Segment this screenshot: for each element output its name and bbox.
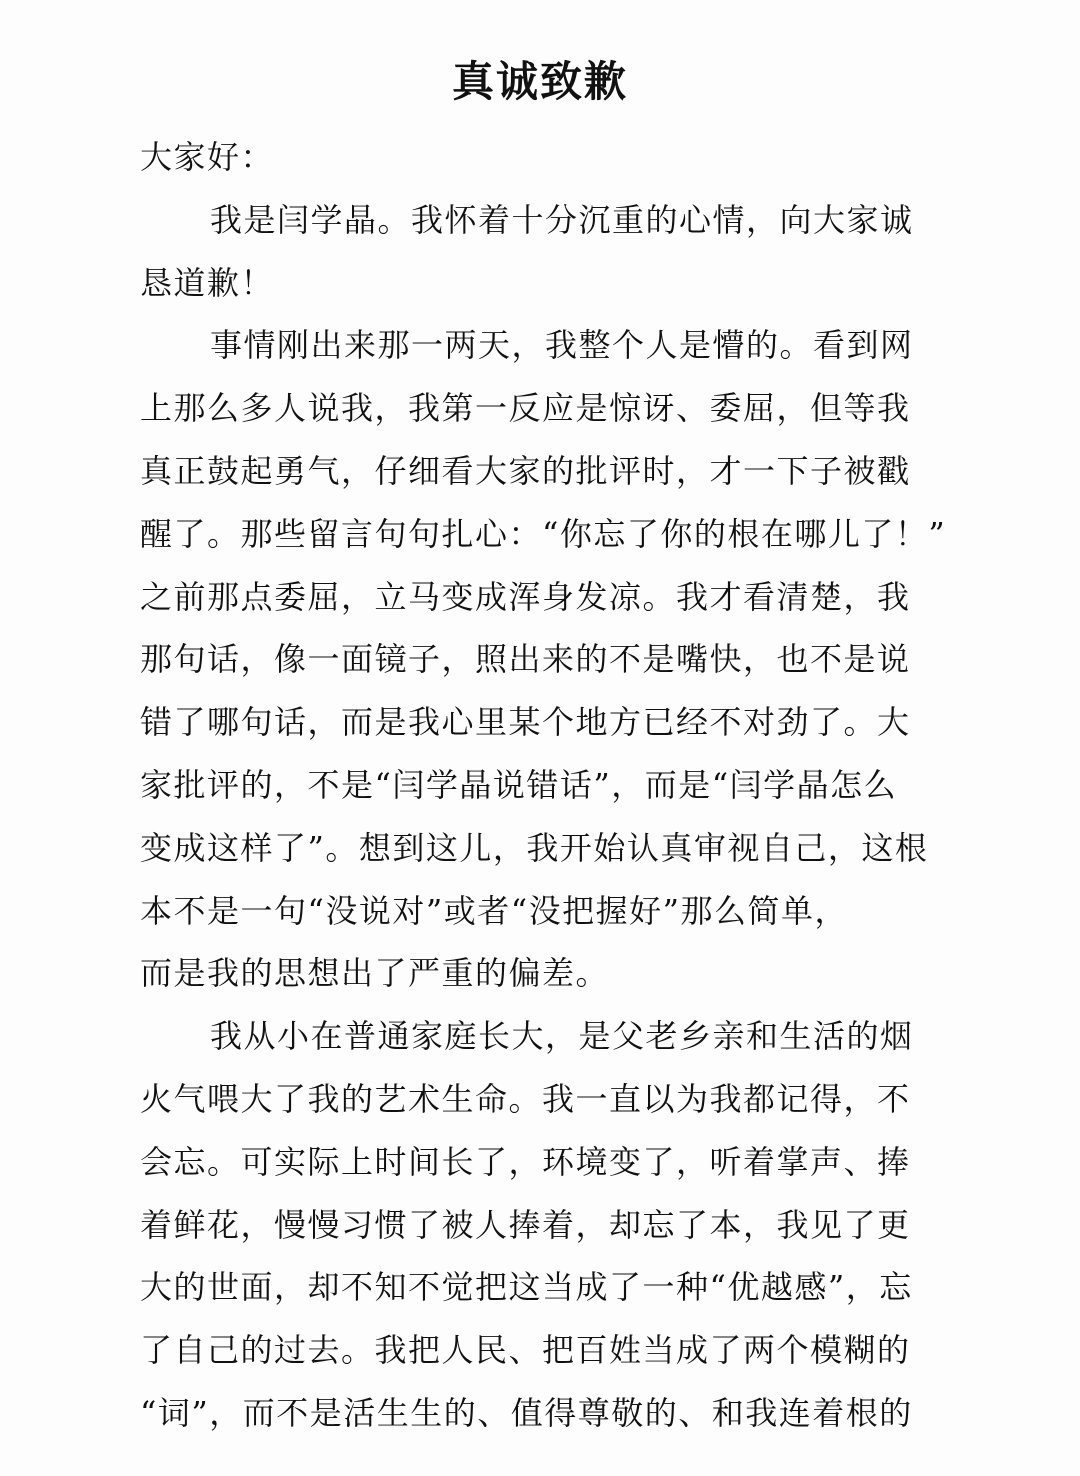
paragraph-line: 着鲜花，慢慢习惯了被人捧着，却忘了本，我见了更 — [140, 1205, 911, 1244]
paragraph-line: 之前那点委屈，立马变成浑身发凉。我才看清楚，我 — [140, 577, 911, 616]
paragraph-3 — [140, 1005, 960, 1445]
paragraph-line: 会忘。可实际上时间长了，环境变了，听着掌声、捧 — [140, 1142, 911, 1181]
document-body — [140, 126, 960, 1445]
paragraph-1 — [140, 189, 960, 315]
paragraph-line: 家批评的，不是“闫学晶说错话”，而是“闫学晶怎么 — [140, 765, 898, 804]
paragraph-line: 我从小在普通家庭长大，是父老乡亲和生活的烟 — [210, 1017, 914, 1056]
paragraph-2 — [140, 314, 960, 1005]
paragraph-line: 那句话，像一面镜子，照出来的不是嘴快，也不是说 — [140, 640, 911, 679]
paragraph-line: 了自己的过去。我把人民、把百姓当成了两个模糊的 — [140, 1331, 911, 1370]
salutation: 大家好： — [140, 138, 275, 176]
paragraph-line: 错了哪句话，而是我心里某个地方已经不对劲了。大 — [140, 703, 911, 742]
paragraph-line: 火气喂大了我的艺术生命。我一直以为我都记得，不 — [140, 1079, 911, 1118]
paragraph-line: 本不是一句“没说对”或者“没把握好”那么简单， — [140, 891, 848, 930]
paragraph-line: 恳道歉！ — [140, 263, 275, 302]
paragraph-line: “词”，而不是活生生的、值得尊敬的、和我连着根的 — [140, 1393, 913, 1432]
paragraph-line: 上那么多人说我，我第一反应是惊讶、委屈，但等我 — [140, 389, 911, 428]
paragraph-line: 而是我的思想出了严重的偏差。 — [140, 954, 610, 993]
paragraph-line: 我是闫学晶。我怀着十分沉重的心情，向大家诚 — [210, 200, 914, 239]
paragraph-line: 事情刚出来那一两天，我整个人是懵的。看到网 — [210, 326, 914, 365]
paragraph-line: 真正鼓起勇气，仔细看大家的批评时，才一下子被戳 — [140, 451, 911, 490]
paragraph-line: 醒了。那些留言句句扎心：“你忘了你的根在哪儿了！” — [140, 514, 947, 553]
document-title: 真诚致歉 — [451, 57, 628, 106]
paragraph-line: 大的世面，却不知不觉把这当成了一种“优越感”，忘 — [140, 1268, 913, 1307]
paragraph-line: 变成这样了”。想到这儿，我开始认真审视自己，这根 — [140, 828, 929, 867]
